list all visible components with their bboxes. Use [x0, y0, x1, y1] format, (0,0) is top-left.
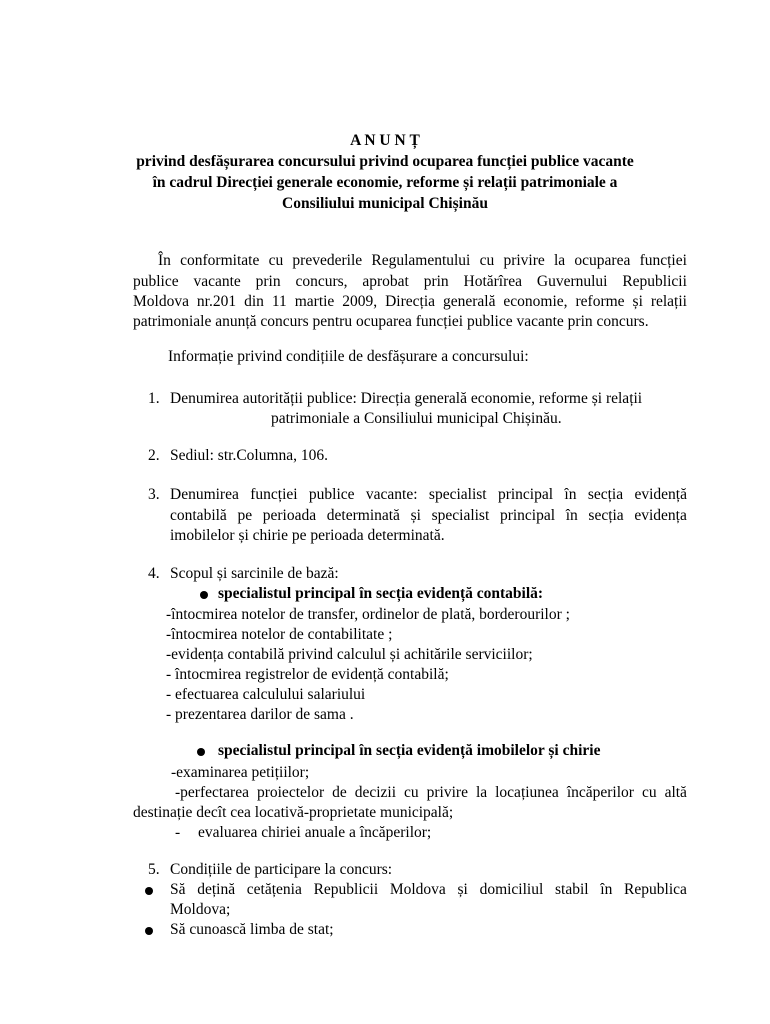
role-1-task: - prezentarea darilor de sama . — [166, 706, 354, 723]
role-2-task-2-continued: destinație decît cea locativă-proprietate municipală; — [133, 804, 454, 821]
word: secția — [587, 486, 624, 503]
item-3-line-1 — [170, 486, 687, 504]
word: funcției — [250, 486, 298, 503]
word: conformitate — [180, 252, 260, 269]
item-5-number: 5. — [148, 861, 160, 878]
word: cu — [404, 784, 419, 801]
word: principal — [499, 507, 556, 524]
word: domiciliul — [479, 881, 544, 898]
role-2-task-3: evaluarea chiriei anuale a încăperilor; — [198, 824, 432, 841]
word: 2009, — [342, 293, 378, 310]
word: În — [158, 252, 171, 269]
word: încăperilor — [566, 784, 634, 801]
word: publice — [133, 273, 179, 290]
word: contabilă — [170, 507, 227, 524]
word: Regulamentului — [371, 252, 471, 269]
title-line-3: Consiliului municipal Chișinău — [282, 195, 488, 212]
bullet-icon — [200, 591, 208, 599]
role-1-task: -evidența contabilă privind calculul și achitările serviciilor; — [166, 646, 533, 663]
word: martie — [294, 293, 335, 310]
word: Republica — [624, 881, 687, 898]
word: de — [332, 784, 347, 801]
condition-1-line-1 — [170, 881, 687, 899]
role-1-task: -întocmirea notelor de contabilitate ; — [166, 626, 393, 643]
word: concurs, — [295, 273, 348, 290]
word: Hotărîrea — [463, 273, 523, 290]
word: prin — [423, 273, 449, 290]
word: la — [475, 784, 488, 801]
item-3-line-2 — [170, 507, 687, 525]
item-4-text: Scopul și sarcinile de bază: — [170, 565, 339, 582]
role-1-task: - efectuarea calculului salariului — [166, 686, 366, 703]
word: evidența — [634, 507, 687, 524]
word: ocuparea — [574, 252, 631, 269]
item-2-text: Sediul: str.Columna, 106. — [170, 447, 329, 464]
item-1-line-2: patrimoniale a Consiliului municipal Chișinău. — [271, 410, 562, 427]
word: la — [554, 252, 566, 269]
item-1-number: 1. — [148, 390, 160, 407]
word: nr.201 — [196, 293, 237, 310]
word: Moldova — [133, 293, 189, 310]
title-line-1: privind desfășurarea concursului privind ocuparea funcției publice vacante — [136, 153, 634, 170]
role-2-task-2 — [175, 784, 687, 802]
word: pe — [237, 507, 253, 524]
word: relații — [650, 293, 687, 310]
item-3-number: 3. — [148, 486, 160, 503]
word: și — [632, 293, 643, 310]
word: Guvernului — [536, 273, 608, 290]
word: perioada — [262, 507, 317, 524]
word: în — [600, 881, 613, 898]
word: specialist — [428, 486, 487, 503]
word: privire — [503, 252, 545, 269]
word: 11 — [271, 293, 287, 310]
intro-line-4: patrimoniale anunță concurs pentru ocuparea funcției publice vacante prin concurs. — [133, 313, 649, 330]
word: -perfectarea — [175, 784, 249, 801]
item-5-text: Condițiile de participare la concurs: — [170, 861, 393, 878]
word: din — [244, 293, 264, 310]
word: publice — [308, 486, 355, 503]
role-1-task: -întocmirea notelor de transfer, ordinelor de plată, borderourilor ; — [166, 606, 570, 623]
bullet-icon — [197, 748, 205, 756]
item-1-line-1: Denumirea autorității publice: Direcția generală economie, reforme și relații — [170, 390, 643, 407]
word: în — [565, 507, 578, 524]
role-1-task: - întocmirea registrelor de evidență contabilă; — [166, 666, 449, 683]
word: cu — [641, 784, 657, 801]
word: aprobat — [362, 273, 409, 290]
condition-1-line-2: Moldova; — [170, 901, 231, 918]
word: evidență — [634, 486, 687, 503]
role-2-task-1: -examinarea petițiilor; — [171, 764, 310, 781]
word: vacante: — [365, 486, 418, 503]
intro-line-1 — [158, 252, 687, 270]
word: prin — [255, 273, 281, 290]
word: specialist — [431, 507, 490, 524]
word: proiectelor — [256, 784, 325, 801]
word: decizii — [354, 784, 397, 801]
item-3-line-3: imobilelor și chirie pe perioada determinată. — [170, 527, 445, 544]
word: locațiunea — [495, 784, 559, 801]
title-line-2: în cadrul Direcției generale economie, reforme și relații patrimoniale a — [152, 174, 618, 191]
word: și — [457, 881, 468, 898]
word: cu — [479, 252, 495, 269]
word: Direcția — [385, 293, 436, 310]
word: în — [564, 486, 577, 503]
word: economie, — [503, 293, 568, 310]
info-heading: Informație privind condițiile de desfășurare a concursului: — [168, 348, 529, 365]
item-4-number: 4. — [148, 565, 160, 582]
word: principal — [497, 486, 554, 503]
word: dețină — [197, 881, 236, 898]
bullet-icon — [145, 927, 153, 935]
intro-line-2 — [133, 273, 687, 291]
role-2-task-3-dash: - — [175, 824, 181, 841]
condition-2: Să cunoască limba de stat; — [170, 921, 334, 938]
word: vacante — [193, 273, 241, 290]
word: Republicii — [313, 881, 379, 898]
word: cu — [268, 252, 284, 269]
word: privire — [426, 784, 468, 801]
announcement-heading: A N U N Ț — [350, 132, 420, 149]
intro-line-3 — [133, 293, 687, 311]
word: Denumirea — [170, 486, 239, 503]
word: Republicii — [622, 273, 687, 290]
word: și — [410, 507, 421, 524]
word: generală — [442, 293, 496, 310]
word: altă — [664, 784, 687, 801]
item-2-number: 2. — [148, 447, 160, 464]
word: Să — [170, 881, 186, 898]
word: reforme — [575, 293, 625, 310]
bullet-icon — [145, 887, 153, 895]
word: Moldova — [389, 881, 446, 898]
word: determinată — [326, 507, 400, 524]
word: cetățenia — [246, 881, 302, 898]
word: prevederile — [292, 252, 363, 269]
role-2-title: specialistul principal în secția evidență imobilelor și chirie — [218, 742, 601, 759]
word: stabil — [554, 881, 589, 898]
role-1-title: specialistul principal în secția evidență contabilă: — [218, 585, 544, 602]
word: funcției — [639, 252, 687, 269]
word: secția — [588, 507, 624, 524]
